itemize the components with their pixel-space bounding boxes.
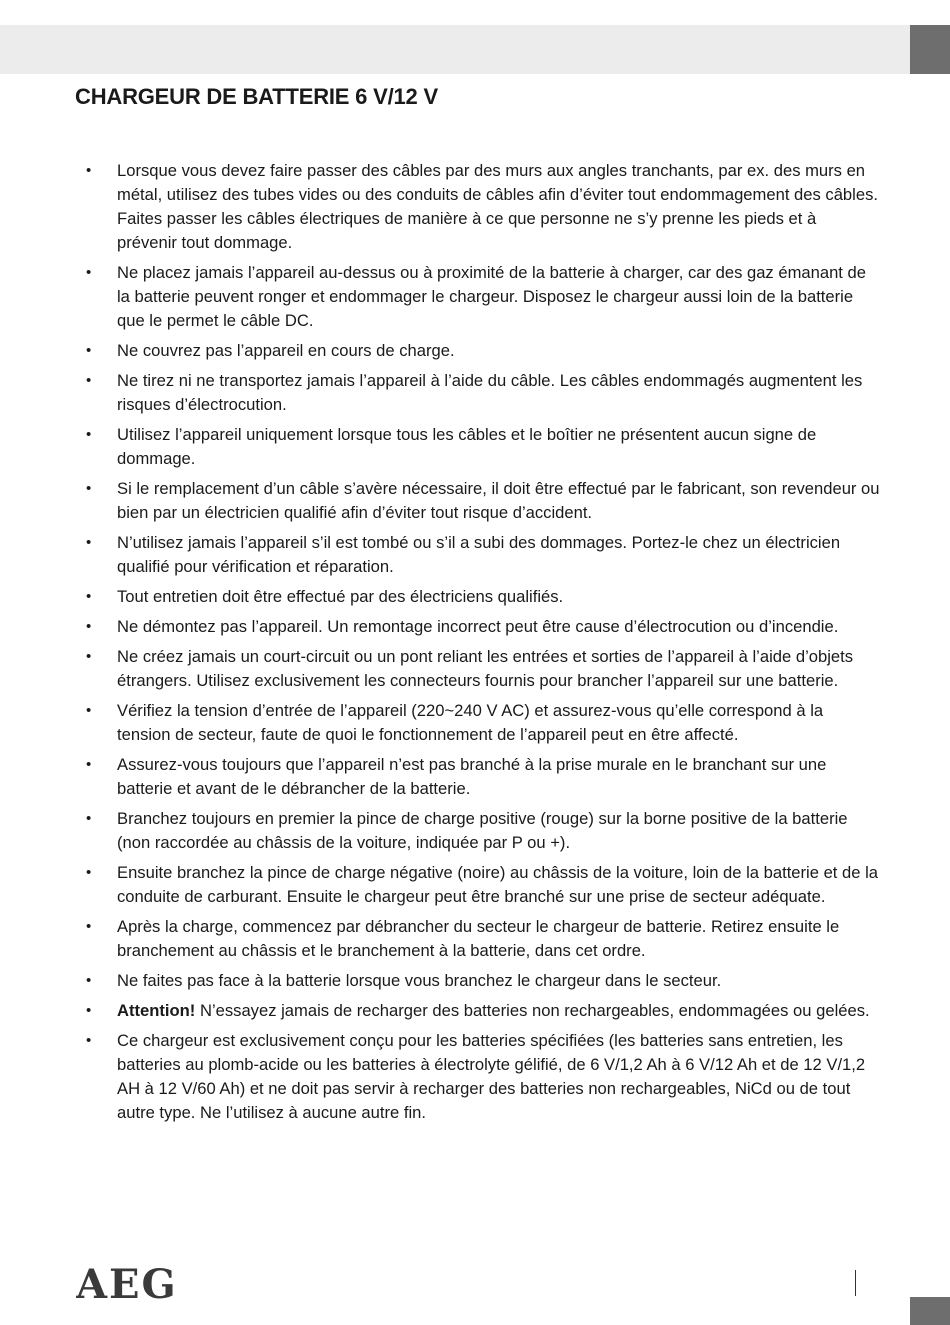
list-item-body: Si le remplacement d’un câble s’avère nécessaire, il doit être effectué par le fabricant, son revendeur ou bien par un électricien qualifié afin d’éviter tout risque d’accident.: [117, 479, 880, 522]
list-item-text: [117, 809, 848, 852]
list-item: [0, 615, 950, 639]
list-item-text: [117, 971, 721, 990]
bullet-icon: •: [86, 264, 92, 281]
list-item-body: Après la charge, commencez par débrancher du secteur le chargeur de batterie. Retirez ensuite le branchement au châssis et le branchement à la batterie, dans cet ordre.: [117, 917, 840, 960]
list-item-text: [117, 587, 563, 606]
aeg-logo: [76, 1261, 186, 1305]
list-item-text: [117, 617, 838, 636]
list-item-body: Lorsque vous devez faire passer des câbles par des murs aux angles tranchants, par ex. des murs en métal, utilisez des tubes vides ou des conduits de câbles afin d’éviter tout endommagement des câbles. Faites passer les câbles électriques de manière à ce que personne ne s’y prenne les pieds et à prévenir tout dommage.: [117, 161, 878, 252]
footer-tab-marker: [910, 1297, 950, 1325]
list-item-text: [117, 161, 878, 252]
list-item: [0, 477, 950, 525]
header-tab-marker: [910, 25, 950, 74]
list-item-text: [117, 479, 880, 522]
list-item: [0, 261, 950, 333]
list-item-text: [117, 533, 840, 576]
bullet-icon: •: [86, 372, 92, 389]
bullet-icon: •: [86, 918, 92, 935]
list-item-text: [117, 1001, 870, 1020]
list-item-text: [117, 425, 816, 468]
list-item-body: Ensuite branchez la pince de charge négative (noire) au châssis de la voiture, loin de la batterie et de la conduite de carburant. Ensuite le chargeur peut être branché sur une prise de secteur adéquate.: [117, 863, 879, 906]
list-item: [0, 585, 950, 609]
list-item: [0, 915, 950, 963]
list-item-body: Ne tirez ni ne transportez jamais l’appareil à l’aide du câble. Les câbles endommagés augmentent les risques d’électrocution.: [117, 371, 863, 414]
list-item: [0, 861, 950, 909]
attention-label: Attention!: [117, 1001, 196, 1020]
bullet-icon: •: [86, 864, 92, 881]
bullet-icon: •: [86, 426, 92, 443]
list-item-body: Assurez-vous toujours que l’appareil n’est pas branché à la prise murale en le branchant sur une batterie et avant de le débrancher de la batterie.: [117, 755, 827, 798]
list-item: [0, 969, 950, 993]
bullet-icon: •: [86, 480, 92, 497]
list-item-text: [117, 263, 866, 330]
list-item: [0, 339, 950, 363]
list-item-text: [117, 1031, 865, 1122]
list-item-body: Ne faites pas face à la batterie lorsque vous branchez le chargeur dans le secteur.: [117, 971, 722, 990]
list-item-body: Ne couvrez pas l’appareil en cours de charge.: [117, 341, 455, 360]
list-item-text: [117, 341, 455, 360]
bullet-icon: •: [86, 648, 92, 665]
list-item: [0, 1029, 950, 1125]
bullet-icon: •: [86, 618, 92, 635]
list-item-text: [117, 755, 826, 798]
bullet-icon: •: [86, 162, 92, 179]
bullet-icon: •: [86, 1032, 92, 1049]
list-item-body: Tout entretien doit être effectué par des électriciens qualifiés.: [117, 587, 564, 606]
list-item-body: Ne démontez pas l’appareil. Un remontage incorrect peut être cause d’électrocution ou d’incendie.: [117, 617, 839, 636]
bullet-icon: •: [86, 342, 92, 359]
list-item: [0, 699, 950, 747]
bullet-icon: •: [86, 756, 92, 773]
bullet-icon: •: [86, 702, 92, 719]
list-item: [0, 369, 950, 417]
list-item: [0, 807, 950, 855]
list-item: [0, 531, 950, 579]
list-item-body: Ne créez jamais un court-circuit ou un pont reliant les entrées et sorties de l’appareil à l’aide d’objets étrangers. Utilisez exclusivement les connecteurs fournis pour brancher l’appareil sur une batterie.: [117, 647, 854, 690]
list-item-body: Ne placez jamais l’appareil au-dessus ou à proximité de la batterie à charger, car des gaz émanant de la batterie peuvent ronger et endommager le chargeur. Disposez le chargeur aussi loin de la batterie que le permet le câble DC.: [117, 263, 866, 330]
page-title: CHARGEUR DE BATTERIE 6 V/12 V: [75, 84, 438, 109]
aeg-logo-text: AEG: [76, 1261, 178, 1305]
header-band: [0, 25, 950, 74]
list-item-body: Vérifiez la tension d’entrée de l’appareil (220~240 V AC) et assurez-vous qu’elle correspond à la tension de secteur, faute de quoi le fonctionnement de l’appareil peut en être affecté.: [117, 701, 824, 744]
list-item-body: N’essayez jamais de recharger des batteries non rechargeables, endommagées ou gelées.: [195, 1001, 870, 1020]
aeg-logo-mark: [76, 1261, 186, 1305]
bullet-icon: •: [86, 588, 92, 605]
bullet-icon: •: [86, 972, 92, 989]
list-item-body: Utilisez l’appareil uniquement lorsque tous les câbles et le boîtier ne présentent aucun signe de dommage.: [117, 425, 817, 468]
list-item-body: Branchez toujours en premier la pince de charge positive (rouge) sur la borne positive de la batterie (non raccordée au châssis de la voiture, indiquée par P ou +).: [117, 809, 848, 852]
list-item-text: [117, 647, 853, 690]
list-item-text: [117, 701, 823, 744]
list-item: [0, 159, 950, 255]
list-item-body: N’utilisez jamais l’appareil s’il est tombé ou s’il a subi des dommages. Portez-le chez un électricien qualifié pour vérification et réparation.: [117, 533, 841, 576]
bullet-icon: •: [86, 810, 92, 827]
list-item: [0, 999, 950, 1023]
list-item-body: Ce chargeur est exclusivement conçu pour les batteries spécifiées (les batteries sans entretien, les batteries au plomb-acide ou les batteries à électrolyte gélifié, de 6 V/1,2 Ah à 6 V/12 Ah et de 12 V/1,2 AH à 12 V/60 Ah) et ne doit pas servir à recharger des batteries non rechargeables, NiCd ou de tout autre type. Ne l’utilisez à aucune autre fin.: [117, 1031, 866, 1122]
list-item-text: [117, 917, 839, 960]
list-item-text: [117, 371, 862, 414]
safety-instructions-list: [0, 159, 950, 1131]
list-item: [0, 645, 950, 693]
list-item: [0, 753, 950, 801]
bullet-icon: •: [86, 534, 92, 551]
bullet-icon: •: [86, 1002, 92, 1019]
list-item-text: [117, 863, 878, 906]
list-item: [0, 423, 950, 471]
page-number-rule: [855, 1270, 856, 1296]
